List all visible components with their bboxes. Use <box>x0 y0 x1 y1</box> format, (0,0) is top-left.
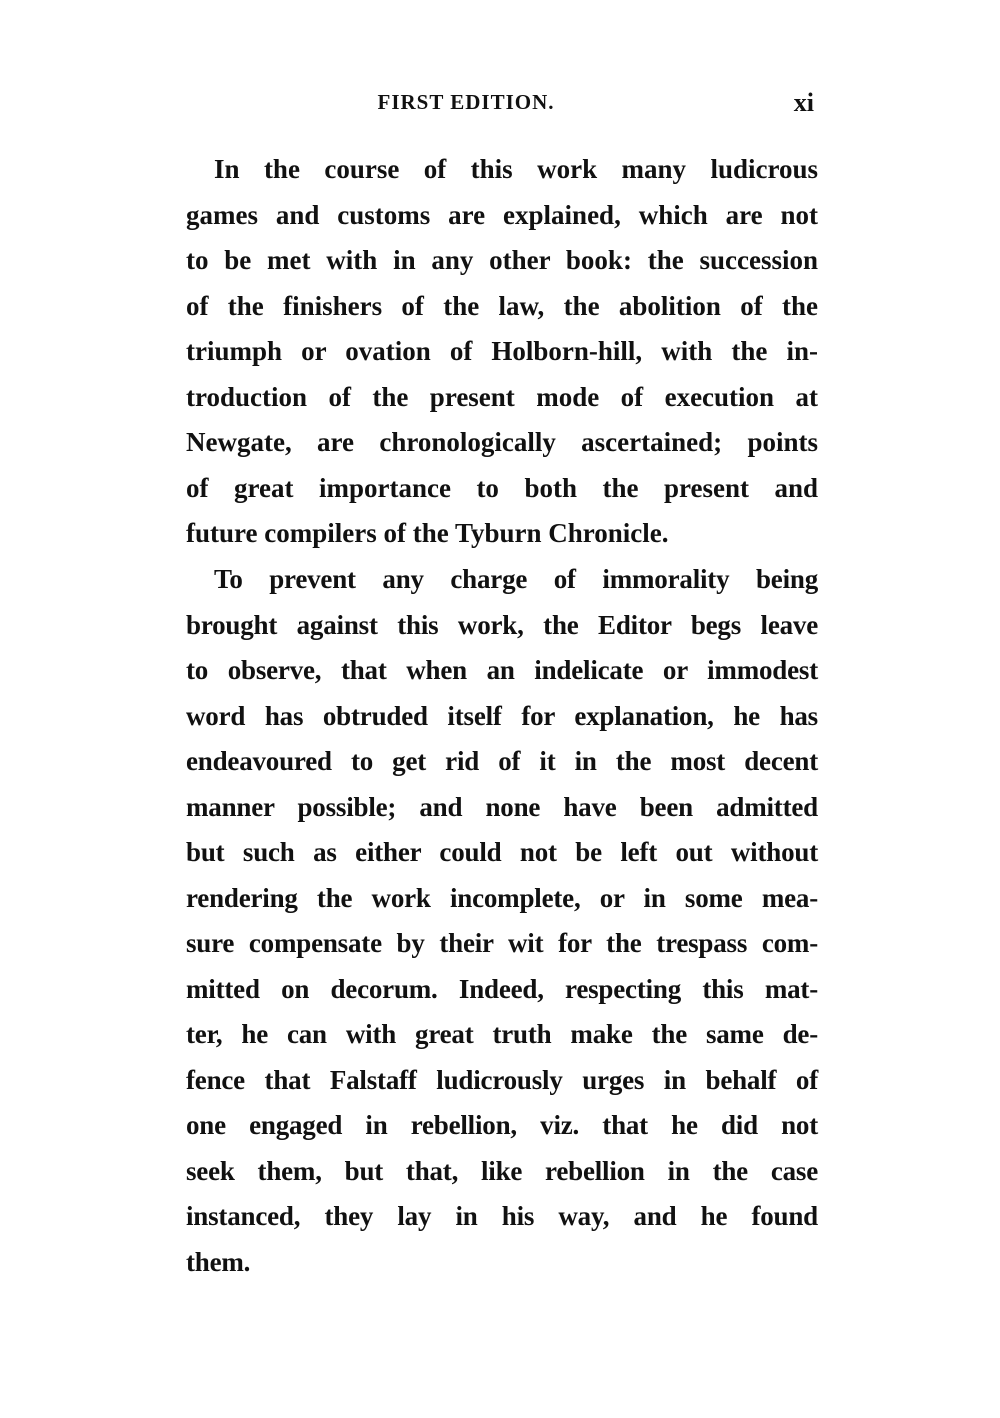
paragraph-2 <box>186 557 818 1285</box>
text-line: of the finishers of the law, the abolition of the <box>186 290 818 321</box>
text-line: ter, he can with great truth make the same de- <box>186 1019 818 1049</box>
text-line: triumph or ovation of Holborn-hill, with the in- <box>186 336 818 366</box>
text-line: troduction of the present mode of execution at <box>186 381 818 412</box>
text-line: manner possible; and none have been admitted <box>186 791 818 822</box>
text-line: rendering the work incomplete, or in some mea- <box>186 882 818 913</box>
text-line: To prevent any charge of immorality being <box>214 564 818 594</box>
text-line: In the course of this work many ludicrous <box>214 154 818 184</box>
text-line: but such as either could not be left out without <box>186 837 818 867</box>
page-number: xi <box>793 88 814 117</box>
text-line: sure compensate by their wit for the trespass com- <box>186 928 818 958</box>
text-line: mitted on decorum. Indeed, respecting this mat- <box>186 973 818 1004</box>
text-line: of great importance to both the present and <box>186 472 818 503</box>
text-line: word has obtruded itself for explanation, he has <box>186 700 818 731</box>
running-head <box>186 88 818 124</box>
text-line: endeavoured to get rid of it in the most decent <box>186 746 818 776</box>
text-line: them. <box>186 1246 251 1277</box>
text-line: Newgate, are chronologically ascertained; points <box>186 427 818 457</box>
text-line: one engaged in rebellion, viz. that he did not <box>186 1110 818 1140</box>
text-line: fence that Falstaff ludicrously urges in behalf of <box>186 1064 818 1095</box>
text-line: to observe, that when an indelicate or immodest <box>186 655 818 685</box>
text-line: brought against this work, the Editor begs leave <box>186 609 818 640</box>
paragraph-1 <box>186 147 818 557</box>
text-line: instanced, they lay in his way, and he found <box>186 1201 818 1231</box>
text-line: seek them, but that, like rebellion in the case <box>186 1155 818 1186</box>
text-line: to be met with in any other book: the succession <box>186 245 818 275</box>
running-title: FIRST EDITION. <box>377 90 555 114</box>
text-line: games and customs are explained, which are not <box>186 199 818 230</box>
text-line: future compilers of the Tyburn Chronicle. <box>186 518 669 548</box>
